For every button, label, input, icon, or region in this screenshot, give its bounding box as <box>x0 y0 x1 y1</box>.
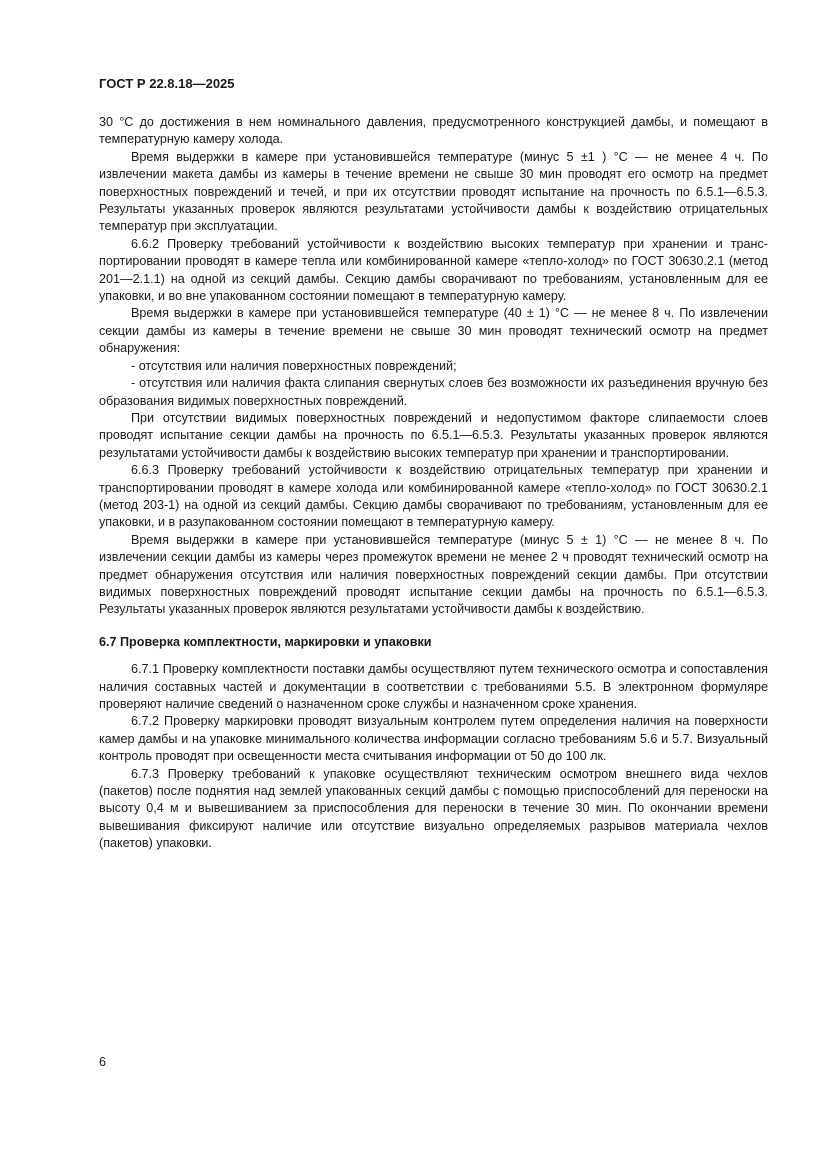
paragraph: 30 °С до достижения в нем номинального давления, предусмотренного конструкцией дамбы, и помещают в температурную камеру холода. <box>99 115 768 147</box>
paragraph: Время выдержки в камере при установившейся температуре (минус 5 ± 1) °С — не менее 8 ч. По извлечении секции дамбы из камеры через промежуток времени не менее 2 ч проводят технический осмотр на предмет обнаружения отсутствия или наличия поверхностных повреждений секции дамбы. При отсутствии видимых поверхностных повреждений проводят испытание секции дамбы на прочность по 6.5.1—6.5.3. Результаты указанных проверок являются результатами устойчивости дамбы к воздействию. <box>99 532 768 617</box>
paragraph: 6.7.3 Проверку требований к упаковке осуществляют техническим осмотром внешнего вида чехлов (пакетов) после поднятия над землей упакованных секций дамбы с помощью приспособлений для переноски на высоту 0,4 м и вывешиванием за приспособления для переноски в течение 30 мин. По окончании времени вывешивания фиксируют наличие или отсутствие визуально определяемых разрывов материала чехлов (пакетов) упаковки. <box>99 766 768 851</box>
list-item: - отсутствия или наличия поверхностных повреждений; <box>131 358 457 373</box>
paragraph: Время выдержки в камере при установившейся температуре (минус 5 ±1 ) °С — не менее 4 ч. По извлечении макета дамбы из камеры в течение времени не свыше 30 мин проводят его осмотр на предмет поверхностных повреждений и течей, и при их отсутствии проводят испытание на прочность по 6.5.1—6.5.3. Результаты указанных проверок являются результатами устойчивости дамбы к воздействию отрицательных температур при эксплуатации. <box>99 149 768 234</box>
document-body <box>99 114 768 853</box>
paragraph: При отсутствии видимых поверхностных повреждений и недопустимом факторе слипаемости слоев проводят испытание секции дамбы на прочность по 6.5.1—6.5.3. Результаты указанных проверок являются результатами устойчивости дамбы к воздействию высоких температур при хранении и транспортировании. <box>99 410 768 460</box>
list-item: - отсутствия или наличия факта слипания свернутых слоев без возможности их разъединения вручную без образования видимых поверхностных повреждений. <box>99 376 768 408</box>
document-code: ГОСТ Р 22.8.18—2025 <box>99 76 235 91</box>
paragraph: 6.6.2 Проверку требований устойчивости к воздействию высоких температур при хранении и транспортировании проводят в камере тепла или комбинированной камере «тепло-холод» по ГОСТ 30630.2.1 (метод 201—2.1.1) на одной из секций дамбы. Секцию дамбы сворачивают по требованиям, установленным для ее упаковки, и во вне упакованном состоянии помещают в температурную камеру. <box>99 236 768 304</box>
section-title: 6.7 Проверка комплектности, маркировки и упаковки <box>99 634 432 649</box>
paragraph: 6.7.1 Проверку комплектности поставки дамбы осуществляют путем технического осмотра и сопоставления наличия составных частей и документации в соответствии с требованиями 5.5. В электронном формуляре проверяют наличие сведений о назначенном сроке службы и назначенном сроке хранения. <box>99 662 768 711</box>
paragraph: 6.6.3 Проверку требований устойчивости к воздействию отрицательных температур при хранении и транспортировании проводят в камере холода или комбинированной камере «тепло-холод» по ГОСТ 30630.2.1 (метод 203-1) на одной из секций дамбы. Секцию дамбы сворачивают по требованиям, установленным для ее упаковки, и в разупакованном состоянии помещают в температурную камеру. <box>99 463 768 530</box>
page-number: 6 <box>99 1055 107 1069</box>
paragraph: Время выдержки в камере при установившейся температуре (40 ± 1) °С — не менее 8 ч. По извлечении секции дамбы из камеры в течение времени не свыше 30 мин проводят технический осмотр на предмет обнаружения: <box>99 306 768 356</box>
paragraph: 6.7.2 Проверку маркировки проводят визуальным контролем путем определения наличия на поверхности камер дамбы и на упаковке минимального количества информации согласно требованиям 5.6 и 5.7. Визуальный контроль проводят при освещенности места считывания информации от 50 до 100 лк. <box>99 714 768 764</box>
